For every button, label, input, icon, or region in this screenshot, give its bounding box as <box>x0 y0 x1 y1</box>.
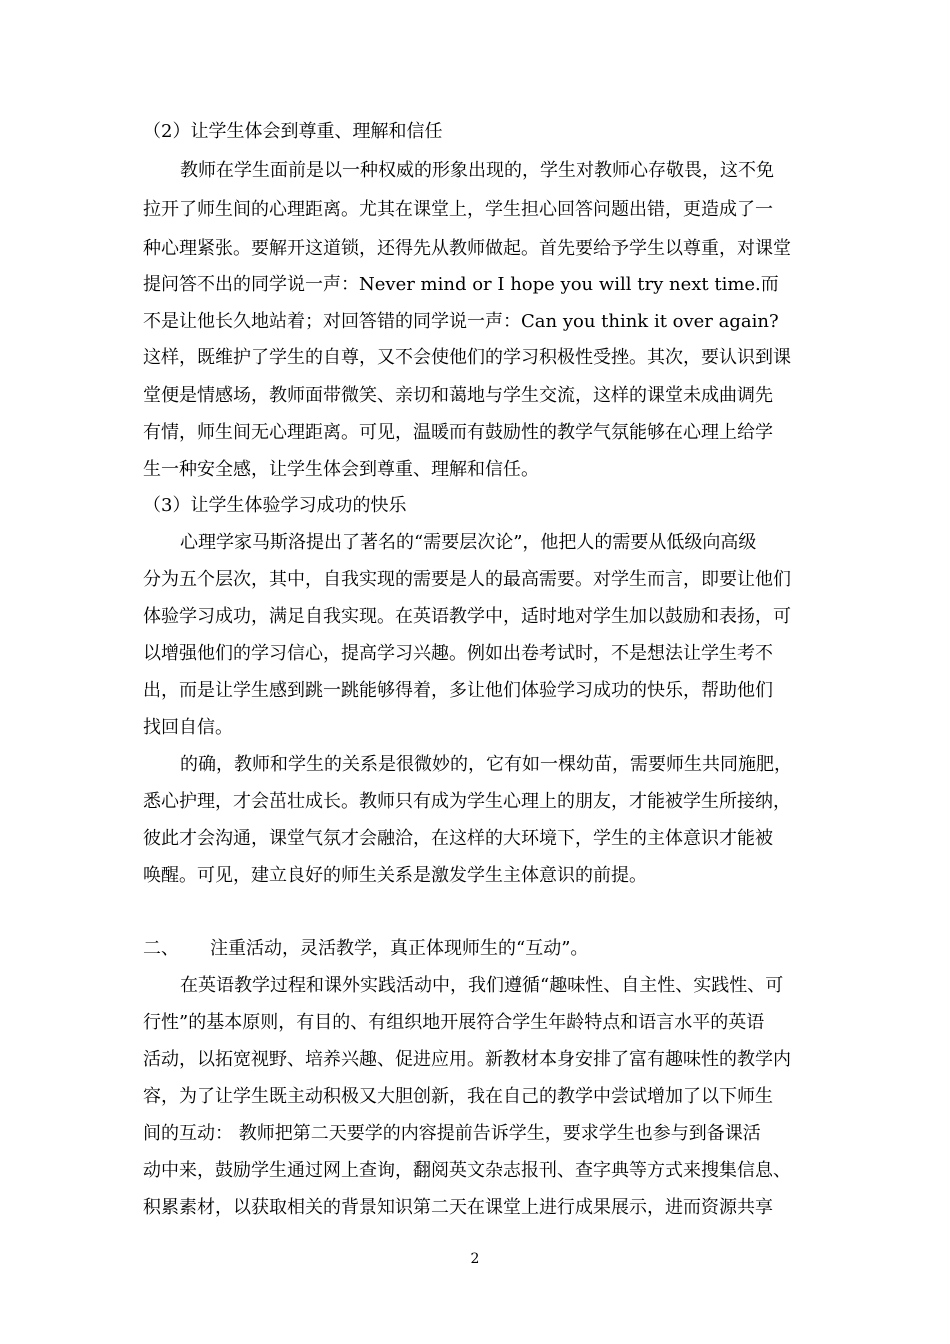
paragraph-line: 行性”的基本原则，有目的、有组织地开展符合学生年龄特点和语言水平的英语 <box>143 1012 765 1033</box>
section-heading-2: （2）让学生体会到尊重、理解和信任 <box>143 121 443 142</box>
paragraph-line: 动中来，鼓励学生通过网上查询，翻阅英文杂志报刊、查字典等方式来搜集信息、 <box>143 1160 791 1181</box>
paragraph-line: 种心理紧张。要解开这道锁，还得先从教师做起。首先要给予学生以尊重，对课堂 <box>143 238 791 259</box>
paragraph-line: 在英语教学过程和课外实践活动中，我们遵循“趣味性、自主性、实践性、可 <box>180 975 784 996</box>
paragraph-line: 体验学习成功，满足自我实现。在英语教学中，适时地对学生加以鼓励和表扬，可 <box>143 606 791 627</box>
paragraph-line: 容，为了让学生既主动积极又大胆创新，我在自己的教学中尝试增加了以下师生 <box>143 1086 773 1107</box>
paragraph-line: 出，而是让学生感到跳一跳能够得着，多让他们体验学习成功的快乐，帮助他们 <box>143 680 773 701</box>
paragraph-line: 唤醒。可见，建立良好的师生关系是激发学生主体意识的前提。 <box>143 865 647 886</box>
paragraph-line: 提问答不出的同学说一声：Never mind or I hope you will try next time.而 <box>143 274 779 295</box>
paragraph-line: 彼此才会沟通，课堂气氛才会融洽，在这样的大环境下，学生的主体意识才能被 <box>143 828 773 849</box>
paragraph-line: 的确，教师和学生的关系是很微妙的，它有如一棵幼苗，需要师生共同施肥， <box>180 754 792 775</box>
paragraph-line: 分为五个层次，其中，自我实现的需要是人的最高需要。对学生而言，即要让他们 <box>143 569 791 590</box>
paragraph-line: 悉心护理，才会茁壮成长。教师只有成为学生心理上的朋友，才能被学生所接纳， <box>143 791 791 812</box>
paragraph-line: 有情，师生间无心理距离。可见，温暖而有鼓励性的教学气氛能够在心理上给学 <box>143 422 773 443</box>
paragraph-line: 间的互动： 教师把第二天要学的内容提前告诉学生，要求学生也参与到备课活 <box>143 1123 761 1144</box>
paragraph-line: 积累素材，以获取相关的背景知识第二天在课堂上进行成果展示，进而资源共享 <box>143 1197 773 1218</box>
paragraph-line: 教师在学生面前是以一种权威的形象出现的，学生对教师心存敬畏，这不免 <box>180 160 774 181</box>
paragraph-line: 生一种安全感，让学生体会到尊重、理解和信任。 <box>143 459 539 480</box>
part-title: 注重活动，灵活教学，真正体现师生的“互动”。 <box>210 938 589 959</box>
paragraph-line: 不是让他长久地站着；对回答错的同学说一声：Can you think it over again? <box>143 311 779 332</box>
paragraph-line: 以增强他们的学习信心，提高学习兴趣。例如出卷考试时，不是想法让学生考不 <box>143 643 773 664</box>
paragraph-line: 找回自信。 <box>143 717 233 738</box>
paragraph-line: 这样，既维护了学生的自尊，又不会使他们的学习积极性受挫。其次，要认识到课 <box>143 347 791 368</box>
paragraph-line: 心理学家马斯洛提出了著名的“需要层次论”，他把人的需要从低级向高级 <box>180 532 757 553</box>
paragraph-line: 堂便是情感场，教师面带微笑、亲切和蔼地与学生交流，这样的课堂未成曲调先 <box>143 385 773 406</box>
page-number: 2 <box>470 1251 480 1267</box>
section-heading-3: （3）让学生体验学习成功的快乐 <box>143 495 407 516</box>
paragraph-line: 拉开了师生间的心理距离。尤其在课堂上，学生担心回答问题出错，更造成了一 <box>143 199 773 220</box>
paragraph-line: 活动，以拓宽视野、培养兴趣、促进应用。新教材本身安排了富有趣味性的教学内 <box>143 1049 791 1070</box>
part-number: 二、 <box>143 938 179 959</box>
